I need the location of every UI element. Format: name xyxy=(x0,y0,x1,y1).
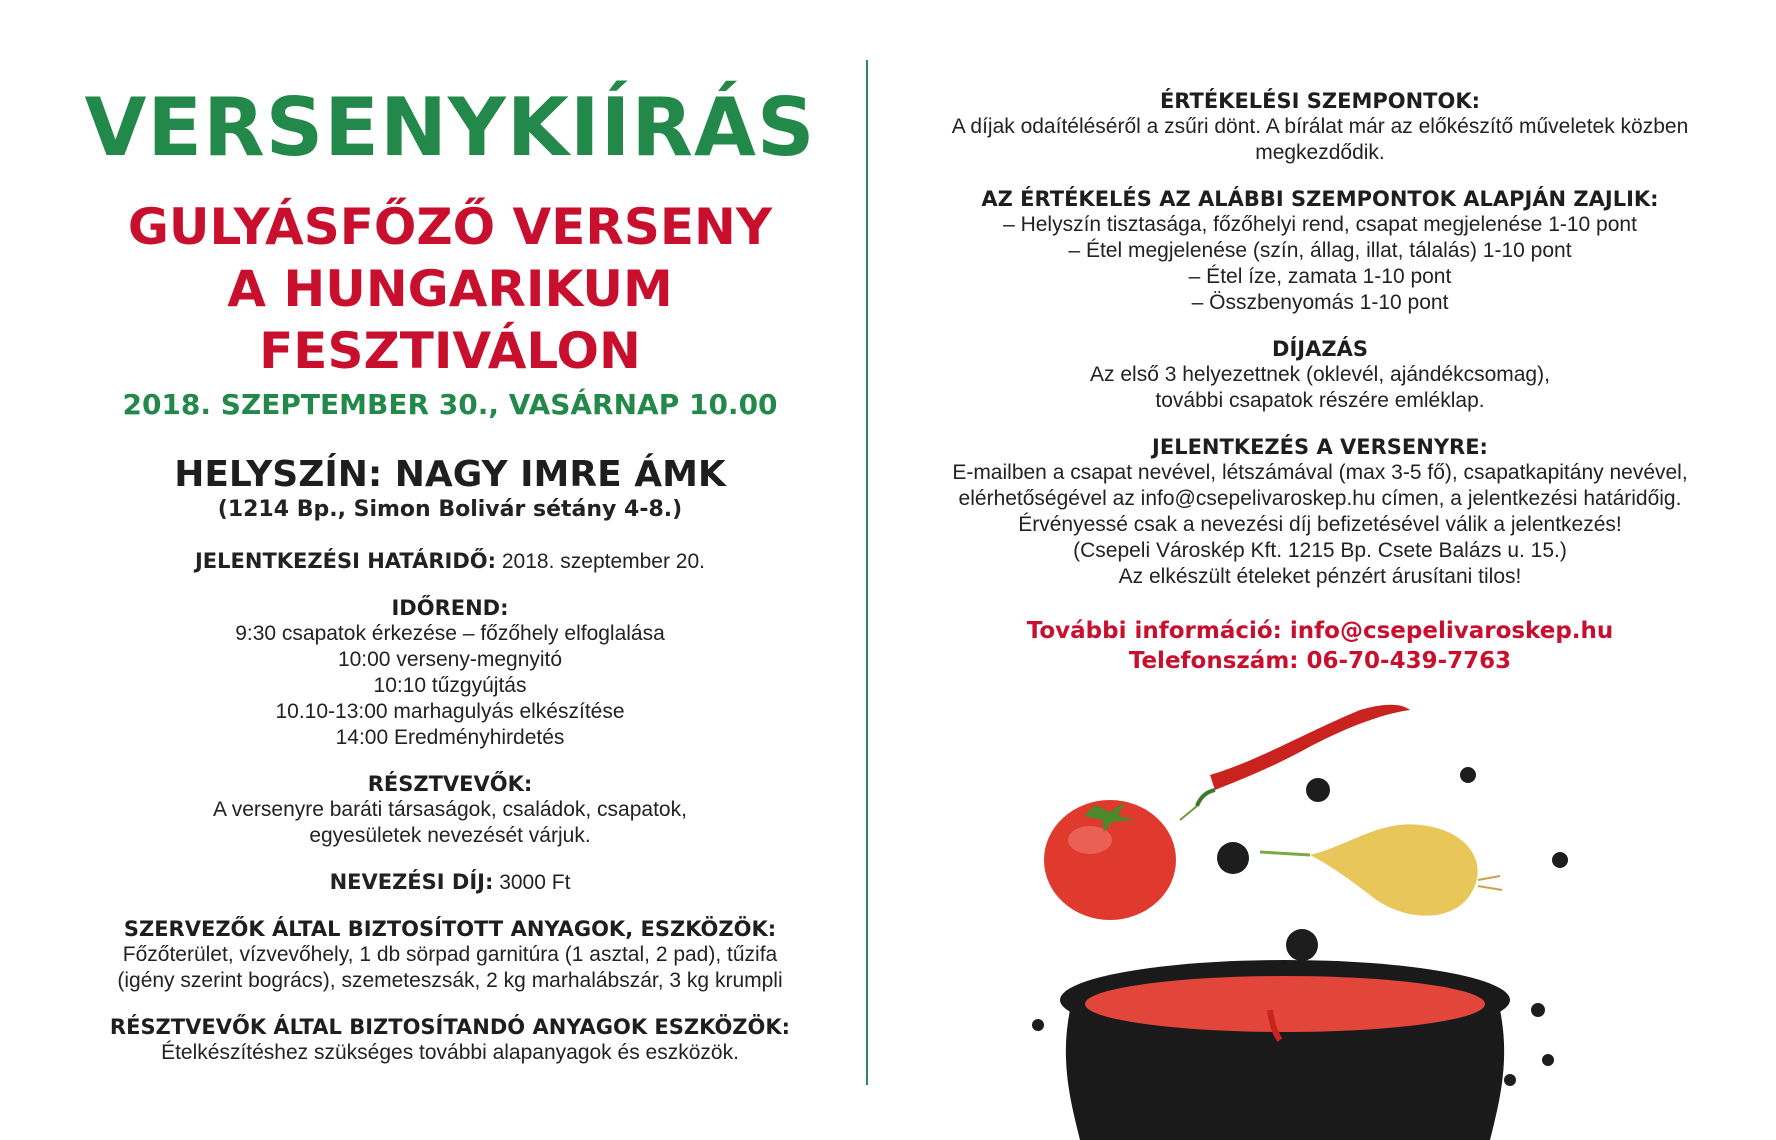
column-divider xyxy=(866,60,868,1085)
criteria-item: – Helyszín tisztasága, főzőhelyi rend, csapat megjelenése 1-10 pont xyxy=(1003,213,1637,236)
goulash-illustration xyxy=(1000,680,1740,1140)
fee-label: NEVEZÉSI DÍJ: xyxy=(329,869,494,894)
application-text: (Csepeli Városkép Kft. 1215 Bp. Csete Balázs u. 15.) xyxy=(1073,539,1567,562)
event-title-line: FESZTIVÁLON xyxy=(259,322,641,380)
event-date: 2018. SZEPTEMBER 30., VASÁRNAP 10.00 xyxy=(122,388,778,421)
participants-text: A versenyre baráti társaságok, családok, csapatok, xyxy=(213,797,687,821)
organizer-supplies-section xyxy=(60,916,840,994)
event-title-line: A HUNGARIKUM xyxy=(227,260,673,318)
application-text: elérhetőségével az info@csepelivaroskep.hu címen, a jelentkezési határidőig. xyxy=(958,487,1682,510)
criteria-item: – Étel íze, zamata 1-10 pont xyxy=(1188,265,1452,288)
chili-pepper-icon xyxy=(1180,705,1410,820)
contact-section xyxy=(905,616,1735,676)
venue-address: (1214 Bp., Simon Bolivár sétány 4-8.) xyxy=(217,496,683,522)
deadline-label: JELENTKEZÉSI HATÁRIDŐ: xyxy=(194,548,497,573)
deadline-value: 2018. szeptember 20. xyxy=(501,549,706,573)
prize-text: további csapatok részére emléklap. xyxy=(1155,389,1485,412)
contact-email: További információ: info@csepelivaroskep.hu xyxy=(1026,618,1614,644)
organizer-supplies-text: (igény szerint bogrács), szemeteszsák, 2 kg marhalábszár, 3 kg krumpli xyxy=(117,968,783,992)
evaluation-text: A díjak odaítéléséről a zsűri dönt. A bírálat már az előkészítő műveletek közben xyxy=(951,115,1689,138)
fee-section xyxy=(60,869,840,896)
onion-icon xyxy=(1260,824,1502,915)
application-section xyxy=(905,434,1735,590)
organizer-supplies-text: Főzőterület, vízvevőhely, 1 db sörpad garnitúra (1 asztal, 2 pad), tűzifa xyxy=(122,942,778,966)
schedule-section xyxy=(60,595,840,751)
schedule-heading: IDŐREND: xyxy=(391,595,509,620)
schedule-item: 10.10-13:00 marhagulyás elkészítése xyxy=(275,699,625,723)
application-text: E-mailben a csapat nevével, létszámával (max 3-5 fő), csapatkapitány nevével, xyxy=(952,461,1688,484)
tomato-icon xyxy=(1044,800,1176,920)
criteria-section xyxy=(905,186,1735,316)
event-title-line: GULYÁSFŐZŐ VERSENY xyxy=(127,198,773,256)
organizer-supplies-heading: SZERVEZŐK ÁLTAL BIZTOSÍTOTT ANYAGOK, ESZKÖZÖK: xyxy=(123,916,777,941)
participants-text: egyesületek nevezését várjuk. xyxy=(309,823,591,847)
participant-supplies-heading: RÉSZTVEVŐK ÁLTAL BIZTOSÍTANDÓ ANYAGOK ESZKÖZÖK: xyxy=(109,1014,791,1039)
criteria-item: – Összbenyomás 1-10 pont xyxy=(1191,291,1449,314)
contact-phone: Telefonszám: 06-70-439-7763 xyxy=(1128,648,1512,674)
schedule-item: 10:00 verseny-megnyitó xyxy=(337,647,563,671)
right-column xyxy=(905,88,1735,676)
venue-heading: HELYSZÍN: NAGY IMRE ÁMK xyxy=(174,454,726,495)
fee-value: 3000 Ft xyxy=(499,870,571,894)
left-column xyxy=(60,70,840,1086)
prize-text: Az első 3 helyezettnek (oklevél, ajándékcsomag), xyxy=(1090,363,1550,386)
participant-supplies-section xyxy=(60,1014,840,1066)
criteria-heading: AZ ÉRTÉKELÉS AZ ALÁBBI SZEMPONTOK ALAPJÁN ZAJLIK: xyxy=(981,187,1659,211)
evaluation-heading: ÉRTÉKELÉSI SZEMPONTOK: xyxy=(1159,89,1481,113)
prize-section xyxy=(905,336,1735,414)
page-title: VERSENYKIÍRÁS xyxy=(84,81,816,174)
schedule-item: 10:10 tűzgyújtás xyxy=(373,673,527,697)
application-text: Érvényessé csak a nevezési díj befizetésével válik a jelentkezés! xyxy=(1018,513,1622,536)
schedule-item: 14:00 Eredményhirdetés xyxy=(335,725,565,749)
deadline-section xyxy=(60,548,840,575)
event-title xyxy=(60,196,840,382)
cooking-pot-icon xyxy=(1060,960,1510,1140)
evaluation-section xyxy=(905,88,1735,166)
schedule-item: 9:30 csapatok érkezése – főzőhely elfoglalása xyxy=(235,621,665,645)
application-heading: JELENTKEZÉS A VERSENYRE: xyxy=(1152,435,1488,459)
criteria-item: – Étel megjelenése (szín, állag, illat, tálalás) 1-10 pont xyxy=(1068,239,1572,262)
participant-supplies-text: Ételkészítéshez szükséges további alapanyagok és eszközök. xyxy=(161,1040,739,1064)
prize-heading: DÍJAZÁS xyxy=(1272,337,1368,361)
application-text: Az elkészült ételeket pénzért árusítani tilos! xyxy=(1118,565,1522,588)
participants-heading: RÉSZTVEVŐK: xyxy=(367,771,533,796)
evaluation-text: megkezdődik. xyxy=(1255,141,1385,164)
participants-section xyxy=(60,771,840,849)
